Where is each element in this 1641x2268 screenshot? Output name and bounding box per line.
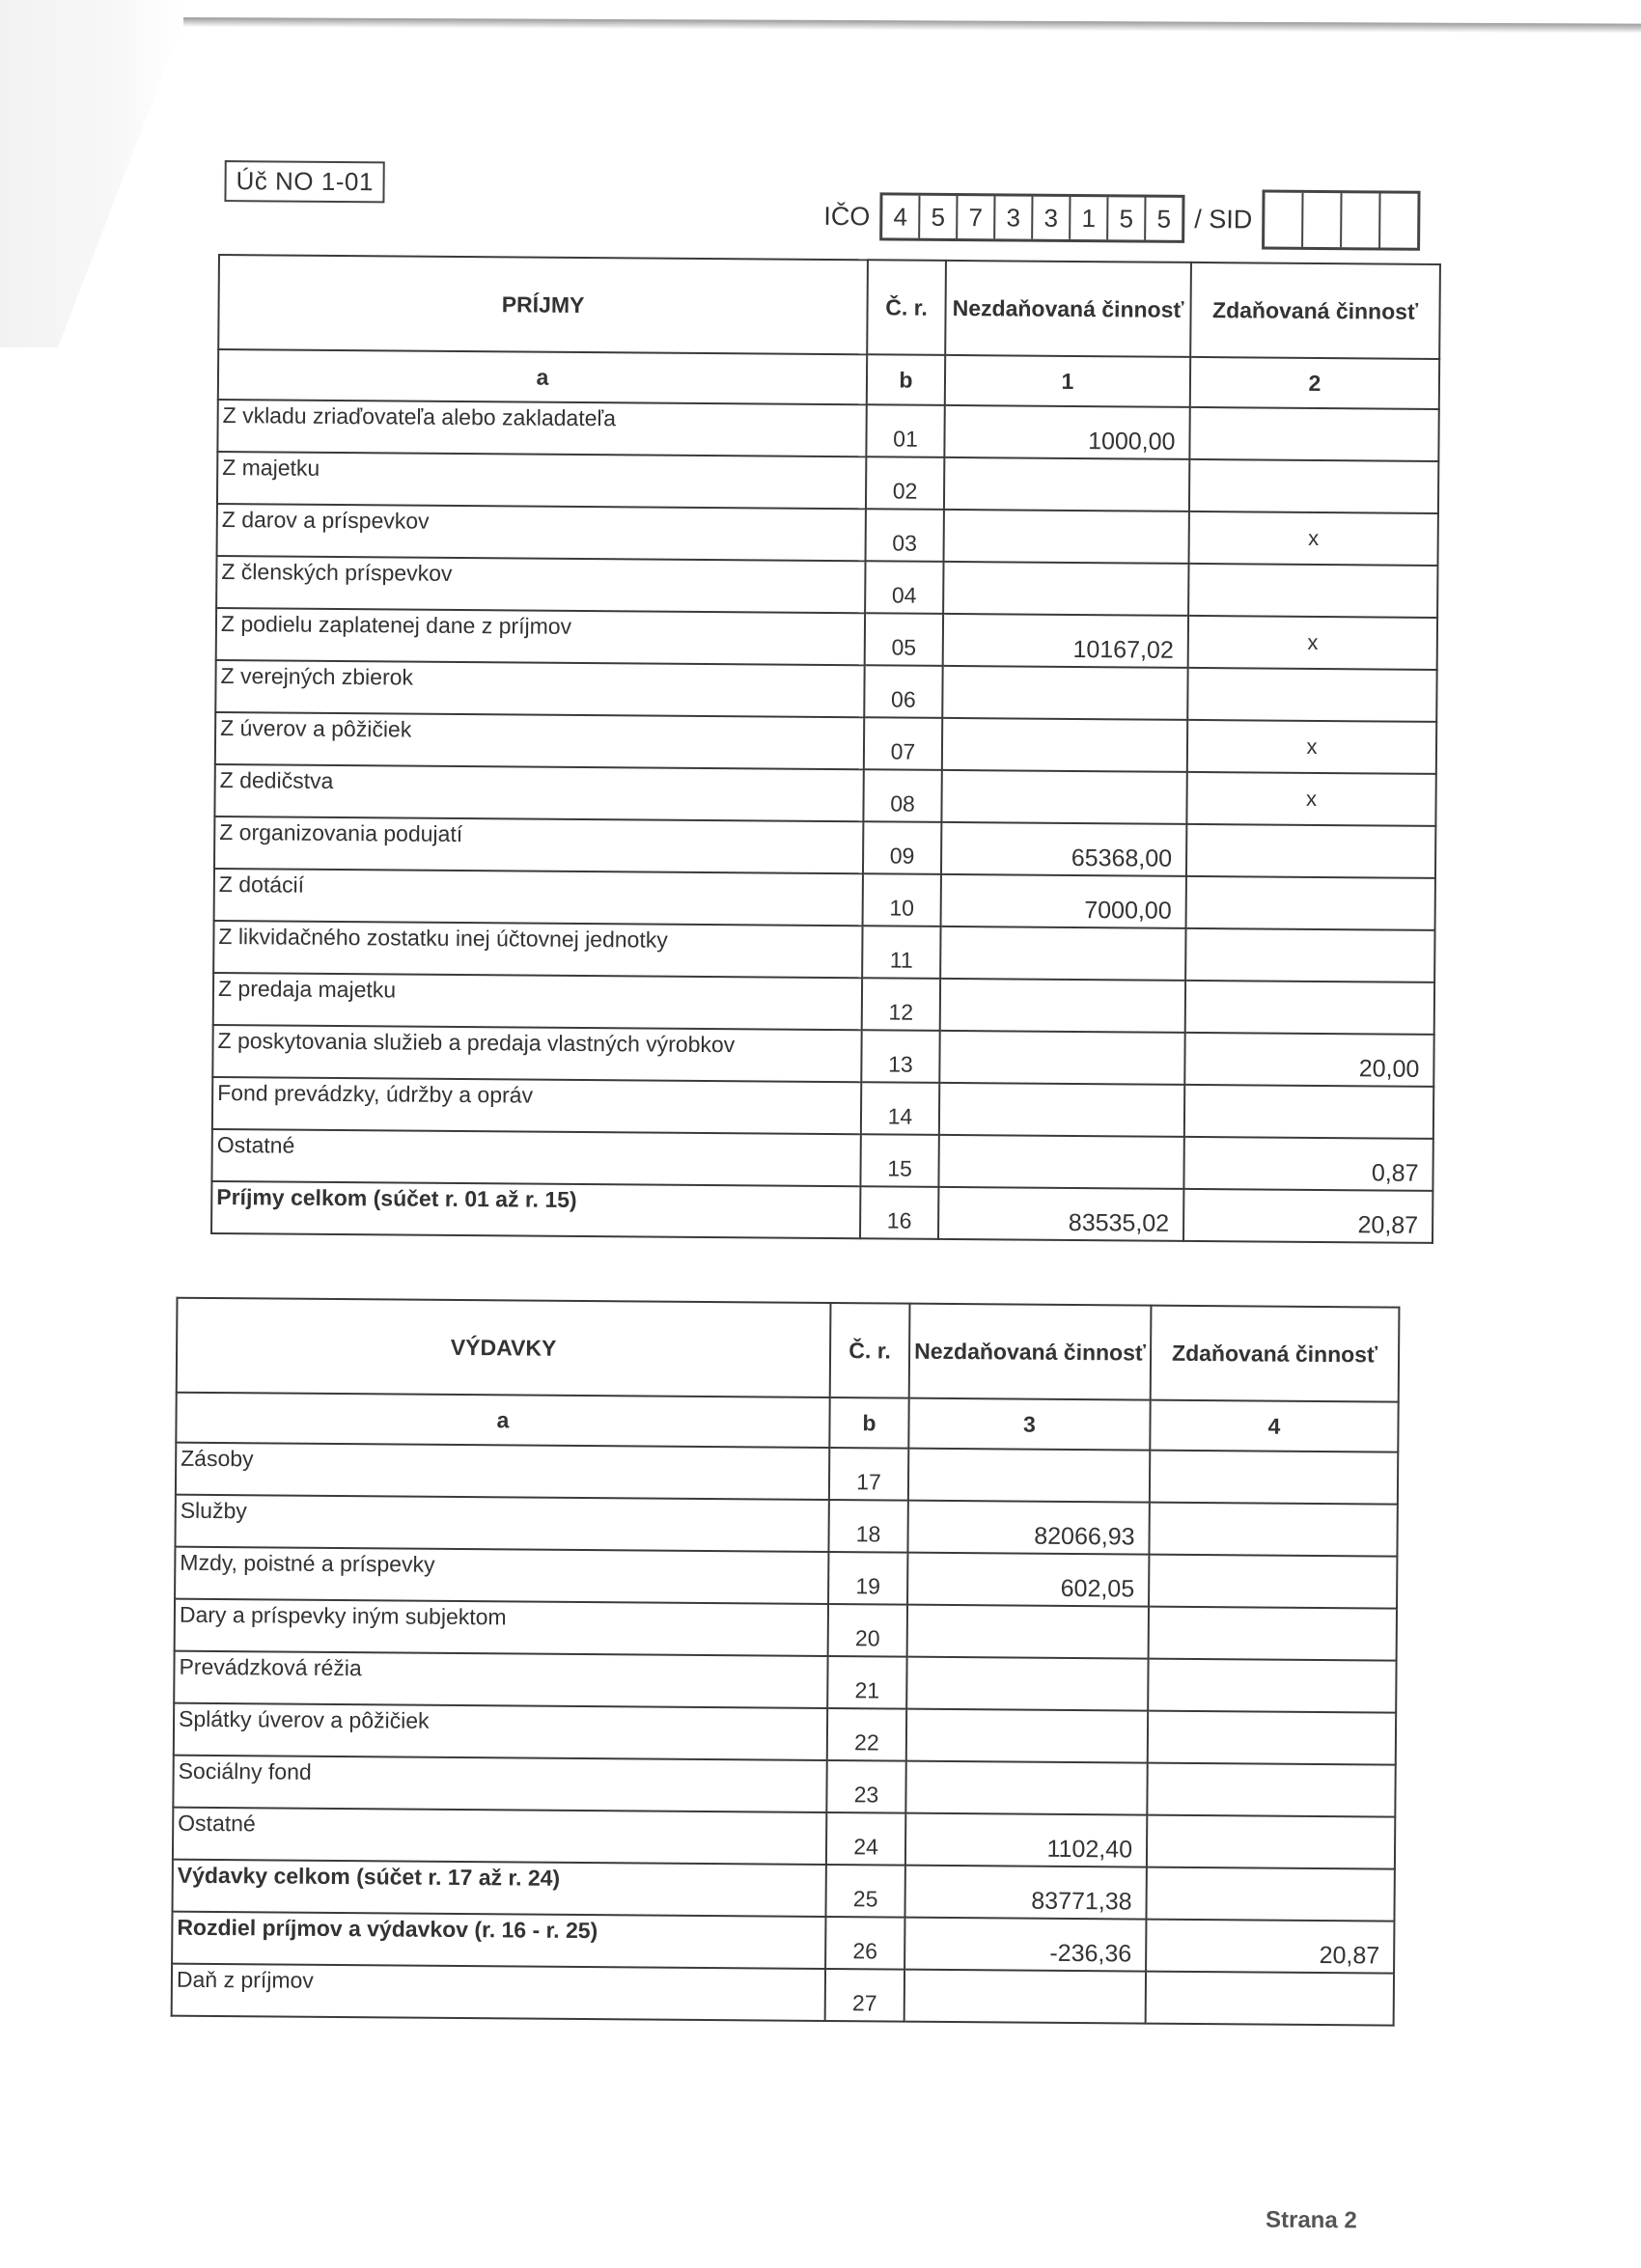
row-label: Príjmy celkom (súčet r. 01 až r. 15) (211, 1181, 860, 1238)
row-number: 01 (866, 404, 944, 457)
value-nezdanovana: 602,05 (907, 1553, 1149, 1607)
table-row (175, 1599, 1397, 1661)
value-nezdanovana (907, 1605, 1149, 1659)
value-nezdanovana (906, 1657, 1148, 1711)
value-zdanovana (1148, 1711, 1396, 1765)
ico-digit: 5 (920, 196, 958, 238)
table-row (174, 1703, 1396, 1765)
sub-2: 2 (1190, 357, 1439, 409)
row-number: 12 (862, 978, 940, 1031)
value-nezdanovana (944, 457, 1189, 512)
value-zdanovana: 20,87 (1146, 1920, 1394, 1974)
value-zdanovana (1150, 1451, 1398, 1505)
row-number: 10 (863, 873, 941, 927)
col-row-no: Č. r. (867, 260, 946, 355)
table-row (173, 1756, 1395, 1817)
table-row (175, 1547, 1397, 1609)
row-label: Z vkladu zriaďovateľa alebo zakladateľa (217, 400, 866, 456)
row-number: 25 (825, 1865, 904, 1918)
row-label: Z úverov a pôžičiek (215, 712, 864, 769)
col-zdanovana: Zdaňovaná činnosť (1151, 1306, 1400, 1402)
row-number: 11 (862, 926, 940, 979)
row-number: 09 (863, 821, 941, 874)
value-nezdanovana (905, 1761, 1147, 1815)
value-zdanovana (1149, 1503, 1397, 1557)
row-label: Daň z príjmov (172, 1964, 825, 2021)
row-label: Výdavky celkom (súčet r. 17 až r. 24) (173, 1860, 826, 1917)
row-label: Z dotácií (214, 869, 863, 926)
value-nezdanovana: 10167,02 (943, 614, 1188, 668)
value-zdanovana (1189, 407, 1438, 461)
value-nezdanovana (944, 510, 1189, 564)
ico-digit: 7 (958, 196, 995, 238)
row-label: Z organizovania podujatí (214, 816, 863, 873)
row-label: Zásoby (176, 1443, 829, 1500)
ico-digit: 1 (1071, 197, 1108, 239)
row-number: 06 (864, 665, 942, 718)
sid-label: / SID (1194, 204, 1253, 234)
value-zdanovana: 20,87 (1183, 1189, 1432, 1243)
row-number: 16 (860, 1186, 938, 1239)
table-row (216, 608, 1437, 670)
sub-b: b (867, 354, 945, 405)
row-number: 26 (825, 1917, 904, 1970)
col-zdanovana: Zdaňovaná činnosť (1190, 263, 1440, 359)
prijmy-header-row (218, 255, 1440, 359)
prijmy-title: PRÍJMY (218, 255, 868, 354)
sub-3: 3 (908, 1398, 1150, 1451)
prijmy-body (211, 400, 1439, 1243)
value-zdanovana (1148, 1659, 1396, 1713)
table-row (214, 816, 1435, 878)
page-number: Strana 2 (1265, 2206, 1357, 2234)
sid-digit (1342, 193, 1380, 247)
table-row (212, 1077, 1433, 1139)
value-nezdanovana (943, 562, 1188, 616)
value-nezdanovana (941, 770, 1186, 824)
row-label: Rozdiel príjmov a výdavkov (r. 16 - r. 25) (172, 1912, 825, 1969)
value-zdanovana (1184, 1085, 1433, 1139)
value-nezdanovana: 65368,00 (941, 822, 1186, 876)
row-number: 21 (827, 1656, 906, 1709)
vydavky-table (171, 1297, 1401, 2027)
sub-4: 4 (1150, 1400, 1398, 1452)
sid-digit-boxes (1262, 189, 1420, 250)
ico-digit: 5 (1108, 197, 1146, 239)
row-label: Ostatné (211, 1129, 860, 1186)
row-number: 18 (828, 1500, 907, 1553)
value-zdanovana: x (1189, 512, 1438, 566)
value-nezdanovana (940, 927, 1185, 981)
value-nezdanovana: 1000,00 (944, 405, 1189, 459)
row-label: Z majetku (217, 452, 866, 509)
row-number: 23 (826, 1760, 905, 1813)
form-code-box: Úč NO 1-01 (224, 160, 385, 203)
value-zdanovana (1185, 928, 1434, 982)
table-row (173, 1808, 1395, 1869)
row-number: 27 (825, 1969, 904, 2022)
ico-sid-block (823, 186, 1420, 251)
value-zdanovana (1186, 824, 1435, 878)
row-label: Z dedičstva (214, 764, 863, 821)
row-number: 15 (860, 1134, 938, 1187)
value-zdanovana: x (1186, 772, 1435, 826)
value-nezdanovana (940, 979, 1185, 1033)
row-number: 02 (866, 456, 944, 510)
ico-label: IČO (823, 201, 871, 231)
table-row (214, 869, 1435, 930)
table-row (176, 1443, 1398, 1505)
value-zdanovana (1186, 876, 1435, 930)
value-nezdanovana (942, 666, 1187, 720)
ico-digit-boxes (879, 192, 1184, 242)
col-row-no: Č. r. (830, 1303, 910, 1398)
ico-digit: 5 (1156, 204, 1172, 234)
row-number: 05 (865, 613, 943, 666)
value-zdanovana (1149, 1607, 1397, 1661)
row-label: Prevádzková réžia (174, 1651, 827, 1708)
vydavky-body (172, 1443, 1399, 2026)
row-label: Ostatné (173, 1808, 826, 1865)
value-nezdanovana (942, 718, 1187, 772)
row-label: Z likvidačného zostatku inej účtovnej jednotky (213, 921, 862, 978)
table-row (215, 660, 1436, 722)
row-label: Služby (175, 1495, 828, 1552)
row-label: Z predaja majetku (213, 973, 862, 1030)
value-nezdanovana (908, 1449, 1150, 1503)
table-row (215, 712, 1436, 774)
row-number: 22 (827, 1708, 906, 1761)
row-label: Sociálny fond (173, 1756, 826, 1812)
sid-digit (1265, 193, 1303, 247)
row-number: 07 (864, 717, 942, 770)
value-zdanovana (1185, 981, 1434, 1035)
value-zdanovana: 0,87 (1183, 1137, 1432, 1191)
row-number: 14 (861, 1082, 939, 1135)
row-label: Fond prevádzky, údržby a opráv (212, 1077, 861, 1134)
row-number: 17 (829, 1448, 908, 1501)
table-row (217, 452, 1438, 513)
row-label: Z poskytovania služieb a predaja vlastných výrobkov (212, 1025, 861, 1082)
table-row (211, 1129, 1432, 1191)
value-zdanovana: x (1188, 616, 1437, 670)
value-zdanovana (1147, 1815, 1395, 1869)
sid-digit (1380, 193, 1417, 247)
sub-1: 1 (945, 355, 1190, 407)
table-row (174, 1651, 1396, 1713)
row-label: Z členských príspevkov (216, 556, 865, 613)
value-nezdanovana: -236,36 (904, 1918, 1146, 1972)
row-label: Z podielu zaplatenej dane z príjmov (216, 608, 865, 665)
col-nezdanovana: Nezdaňovaná činnosť (945, 261, 1191, 357)
value-zdanovana: 20,00 (1184, 1033, 1433, 1087)
value-zdanovana (1149, 1555, 1397, 1609)
row-label: Mzdy, poistné a príspevky (175, 1547, 828, 1604)
table-row (172, 1912, 1394, 1974)
value-zdanovana (1189, 459, 1438, 513)
table-row (175, 1495, 1397, 1557)
value-nezdanovana: 83771,38 (904, 1866, 1146, 1920)
value-zdanovana (1146, 1972, 1394, 2026)
value-nezdanovana (904, 1970, 1146, 2024)
row-number: 20 (828, 1604, 907, 1657)
value-zdanovana (1146, 1867, 1394, 1922)
table-row (173, 1860, 1395, 1922)
value-zdanovana (1187, 668, 1436, 722)
value-nezdanovana: 7000,00 (941, 874, 1186, 928)
value-zdanovana: x (1187, 720, 1436, 774)
row-number: 04 (865, 561, 943, 614)
row-number: 03 (866, 509, 944, 562)
row-label: Z verejných zbierok (215, 660, 864, 717)
vydavky-title: VÝDAVKY (177, 1298, 831, 1397)
row-label: Splátky úverov a pôžičiek (174, 1703, 827, 1760)
value-nezdanovana: 1102,40 (905, 1813, 1147, 1867)
vydavky-header-row (177, 1298, 1400, 1402)
ico-digit: 3 (1033, 197, 1071, 239)
value-zdanovana (1188, 564, 1437, 618)
value-nezdanovana: 83535,02 (938, 1187, 1183, 1241)
prijmy-table (210, 254, 1441, 1244)
row-label: Dary a príspevky iným subjektom (175, 1599, 828, 1656)
row-number: 08 (863, 769, 941, 822)
value-nezdanovana (939, 1083, 1184, 1137)
ico-digit: 3 (995, 196, 1033, 238)
value-nezdanovana: 82066,93 (907, 1501, 1149, 1555)
table-row (214, 764, 1435, 826)
ico-digit: 4 (882, 195, 920, 237)
value-nezdanovana (906, 1709, 1148, 1763)
value-nezdanovana (939, 1031, 1184, 1085)
sub-a: a (218, 349, 867, 404)
table-row (172, 1964, 1394, 2026)
row-number: 19 (828, 1552, 907, 1605)
table-row (216, 556, 1437, 618)
table-row (217, 400, 1438, 461)
table-row (217, 504, 1438, 566)
row-label: Z darov a príspevkov (217, 504, 866, 561)
sub-a: a (176, 1393, 829, 1448)
row-number: 13 (861, 1030, 939, 1083)
sub-b: b (829, 1397, 908, 1449)
col-nezdanovana: Nezdaňovaná činnosť (909, 1304, 1152, 1400)
table-row (211, 1181, 1432, 1243)
table-row (213, 921, 1434, 982)
table-row (212, 1025, 1433, 1087)
sid-digit (1303, 193, 1342, 247)
value-zdanovana (1147, 1763, 1395, 1817)
row-number: 24 (826, 1812, 905, 1866)
table-row (213, 973, 1434, 1035)
value-nezdanovana (938, 1135, 1183, 1189)
